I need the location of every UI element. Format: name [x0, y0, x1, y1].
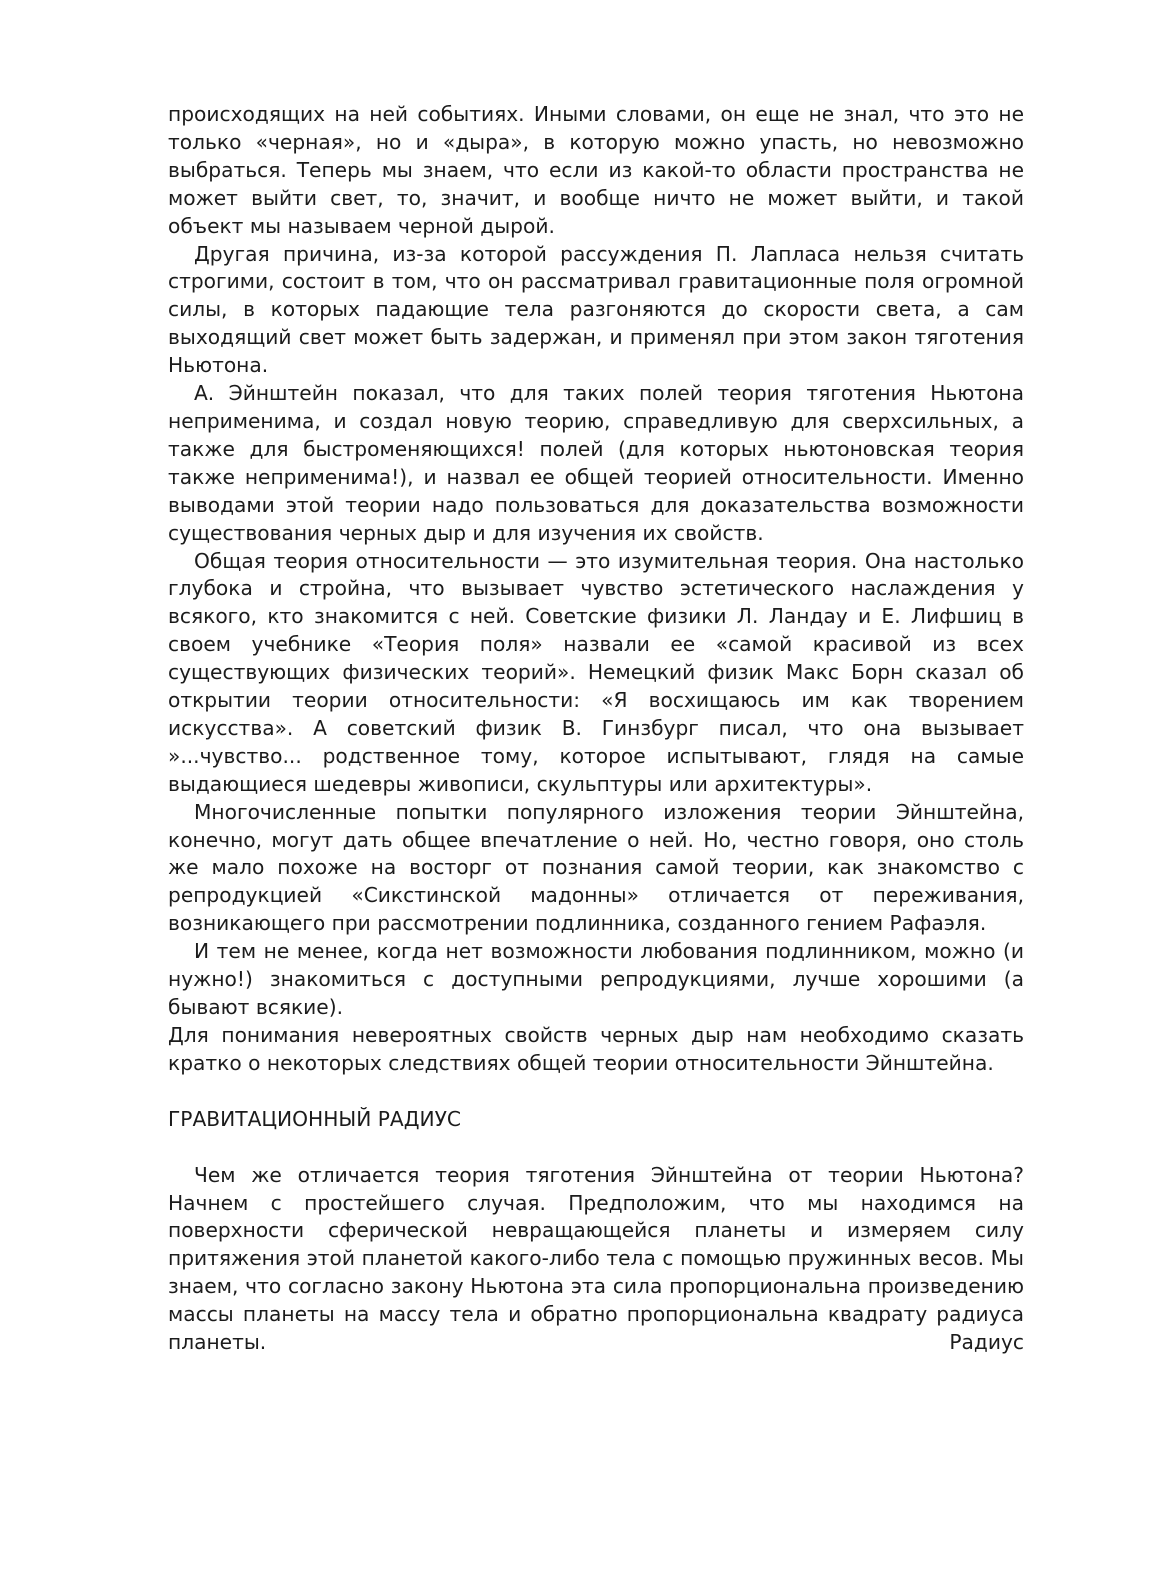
paragraph-continuation: происходящих на ней событиях. Иными словами, он еще не знал, что это не только «черная», но и «дыра», в которую можно упасть, но невозможно выбраться. Теперь мы знаем, что если из какой-то области пространства не может выйти свет, то, значит, и вообще ничто не может выйти, и такой объект мы называем черной дырой. [168, 102, 1024, 238]
paragraph-popular-attempts: Многочисленные попытки популярного изложения теории Эйнштейна, конечно, могут дать общее впечатление о ней. Но, честно говоря, оно столь же мало похоже на восторг от познания самой теории, как знакомство с репродукцией «Сикстинской мадонны» отличается от переживания, возникающего при рассмотрении подлинника, созданного гением Рафаэля. [168, 799, 1024, 936]
section-heading: ГРАВИТАЦИОННЫЙ РАДИУС [168, 1106, 461, 1131]
paragraph-reproductions: И тем не менее, когда нет возможности любования подлинником, можно (и нужно!) знакомиться с доступными репродукциями, лучше хорошими (а бывают всякие). [168, 939, 1024, 1019]
paragraph-laplace: Другая причина, из-за которой рассуждения П. Лапласа нельзя считать строгими, состоит в том, что он рассматривал гравитационные поля огромной силы, в которых падающие тела разгоняются до скорости света, а сам выходящий свет может быть задержан, и применял при этом закон тяготения Ньютона. [168, 241, 1024, 378]
paragraph-gravitational-radius: Чем же отличается теория тяготения Эйнштейна от теории Ньютона? Начнем с простейшего случая. Предположим, что мы находимся на поверхности сферической невращающейся планеты и измеряем силу притяжения этой планетой какого-либо тела с помощью пружинных весов. Мы знаем, что согласно закону Ньютона эта сила пропорциональна произведению массы планеты на массу тела и обратно пропорциональна квадрату радиуса планеты. Радиус [168, 1162, 1024, 1355]
paragraph-einstein: А. Эйнштейн показал, что для таких полей теория тяготения Ньютона неприменима, и создал новую теорию, справедливую для сверхсильных, а также для быстроменяющихся! полей (для которых ньютоновская теория также неприменима!), и назвал ее общей теорией относительности. Именно выводами этой теории надо пользоваться для доказательства возможности существования черных дыр и для изучения их свойств. [168, 381, 1024, 545]
paragraph-general-relativity: Общая теория относительности — это изумительная теория. Она настолько глубока и стройна, что вызывает чувство эстетического наслаждения у всякого, кто знакомится с ней. Советские физики Л. Ландау и Е. Лифшиц в своем учебнике «Теория поля» назвали ее «самой красивой из всех существующих физических теорий». Немецкий физик Макс Борн сказал об открытии теории относительности: «Я восхищаюсь им как творением искусства». А советский физик В. Гинзбург писал, что она вызывает »...чувство... родственное тому, которое испытывают, глядя на самые выдающиеся шедевры живописи, скульптуры или архитектуры». [168, 548, 1024, 796]
document-page [168, 101, 1024, 1357]
paragraph-understanding: Для понимания невероятных свойств черных дыр нам необходимо сказать кратко о некоторых следствиях общей теории относительности Эйнштейна. [168, 1022, 1024, 1075]
